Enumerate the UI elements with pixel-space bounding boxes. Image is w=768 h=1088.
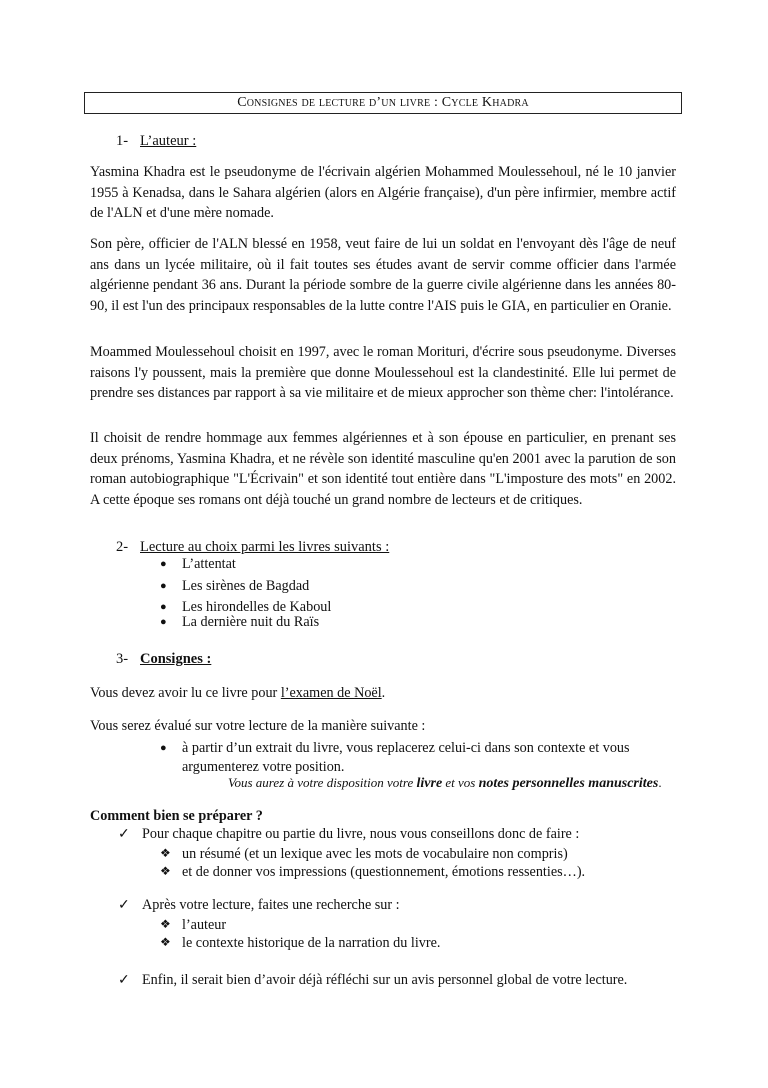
evaluation-text: à partir d’un extrait du livre, vous replacerez celui-ci dans son contexte et vous bbox=[182, 740, 630, 756]
note-livre: livre bbox=[416, 776, 443, 791]
four-diamond-icon: ❖ bbox=[160, 864, 171, 878]
section-1-heading bbox=[116, 132, 196, 150]
four-diamond-icon: ❖ bbox=[160, 917, 171, 931]
list-item bbox=[160, 612, 319, 632]
four-diamond-icon: ❖ bbox=[160, 935, 171, 949]
prepare-heading: Comment bien se préparer ? bbox=[90, 808, 263, 824]
note-end: . bbox=[658, 775, 662, 790]
exam-line-end: . bbox=[381, 685, 386, 701]
list-item bbox=[160, 576, 309, 596]
note-text: Vous aurez à votre disposition votre bbox=[228, 775, 417, 790]
author-paragraph-3: Moammed Moulessehoul choisit en 1997, avec le roman Morituri, d'écrire sous pseudonyme. Diverses raisons l'y poussent, mais la première que donne Moulessehoul est la clandestinité. Elle lui permet de prendre ses distances par rapport à sa vie militaire et de mieux approcher son thème cher: l'intolérance. bbox=[90, 344, 676, 402]
bullet-dot-icon: ● bbox=[160, 742, 167, 754]
author-paragraph-4: Il choisit de rendre hommage aux femmes algériennes et à son épouse en particulier, en prenant ses deux prénoms, Yasmina Khadra, et ne révèle son identité masculine qu'en 2001 avec la parution de son roman autobiographique "L'Écrivain" et son identité tout entière dans "L'imposture des mots" en 2002. A cette époque ses romans ont déjà touché un grand nombre de lecteurs et de critiques. bbox=[90, 430, 676, 508]
diamond-text: un résumé (et un lexique avec les mots de vocabulaire non compris) bbox=[182, 846, 568, 862]
exam-line bbox=[90, 683, 385, 703]
bullet-dot-icon: ● bbox=[160, 558, 167, 570]
bullet-dot-icon: ● bbox=[160, 616, 167, 628]
list-item bbox=[160, 738, 630, 758]
evaluation-intro: Vous serez évalué sur votre lecture de la manière suivante : bbox=[90, 718, 426, 734]
evaluation-text-cont: argumenterez votre position. bbox=[182, 759, 345, 775]
list-item bbox=[118, 895, 400, 916]
author-paragraph-1: Yasmina Khadra est le pseudonyme de l'écrivain algérien Mohammed Moulessehoul, né le 10 janvier 1955 à Kenadsa, dans le Sahara algérien (alors en Algérie française), d'un père infirmier, membre actif de l'ALN et d'une mère nomade. bbox=[90, 164, 676, 222]
section-title: L’auteur : bbox=[140, 133, 197, 149]
list-item bbox=[160, 861, 585, 882]
checkmark-icon: ✓ bbox=[118, 973, 130, 988]
check-text: Enfin, il serait bien d’avoir déjà réfléchi sur un avis personnel global de votre lecture. bbox=[142, 972, 628, 988]
diamond-text: l’auteur bbox=[182, 917, 227, 933]
checkmark-icon: ✓ bbox=[118, 827, 130, 842]
checkmark-icon: ✓ bbox=[118, 898, 130, 913]
bullet-dot-icon: ● bbox=[160, 580, 167, 592]
list-item bbox=[160, 932, 440, 953]
book-title: Les hirondelles de Kaboul bbox=[182, 599, 332, 615]
page-title: Consignes de lecture d’un livre : Cycle Khadra bbox=[84, 92, 682, 114]
section-title: Consignes : bbox=[140, 651, 212, 667]
section-title: Lecture au choix parmi les livres suivants : bbox=[140, 539, 390, 555]
list-item bbox=[118, 824, 579, 845]
bullet-dot-icon: ● bbox=[160, 601, 167, 613]
section-number: 3- bbox=[116, 651, 129, 667]
diamond-text: le contexte historique de la narration du livre. bbox=[182, 935, 441, 951]
check-text: Pour chaque chapitre ou partie du livre, nous vous conseillons donc de faire : bbox=[142, 826, 580, 842]
book-title: La dernière nuit du Raïs bbox=[182, 614, 320, 630]
book-title: L’attentat bbox=[182, 556, 236, 572]
check-text: Après votre lecture, faites une recherche sur : bbox=[142, 897, 400, 913]
author-paragraph-2: Son père, officier de l'ALN blessé en 1958, veut faire de lui un soldat en l'envoyant dès l'âge de neuf ans dans un lycée militaire, où il fait toutes ses études avant de servir comme officier dans l'armée algérienne pendant 36 ans. Durant la période sombre de la guerre civile algérienne dans les années 80-90, il est l'un des principaux responsables de la lutte contre l'AIS puis le GIA, en particulier en Oranie. bbox=[90, 236, 676, 314]
exam-line-text: Vous devez avoir lu ce livre pour bbox=[90, 685, 281, 701]
disposition-note bbox=[228, 774, 662, 793]
section-3-heading bbox=[116, 650, 211, 668]
note-text: et vos bbox=[442, 775, 479, 790]
exam-link: l’examen de Noël bbox=[280, 685, 382, 701]
section-2-heading bbox=[116, 538, 389, 556]
list-item bbox=[160, 554, 236, 574]
list-item bbox=[118, 970, 627, 991]
note-notes: notes personnelles manuscrites bbox=[478, 776, 659, 791]
diamond-text: et de donner vos impressions (questionnement, émotions ressenties…). bbox=[182, 864, 586, 880]
section-number: 1- bbox=[116, 133, 129, 149]
section-number: 2- bbox=[116, 539, 129, 555]
four-diamond-icon: ❖ bbox=[160, 846, 171, 860]
book-title: Les sirènes de Bagdad bbox=[182, 578, 310, 594]
